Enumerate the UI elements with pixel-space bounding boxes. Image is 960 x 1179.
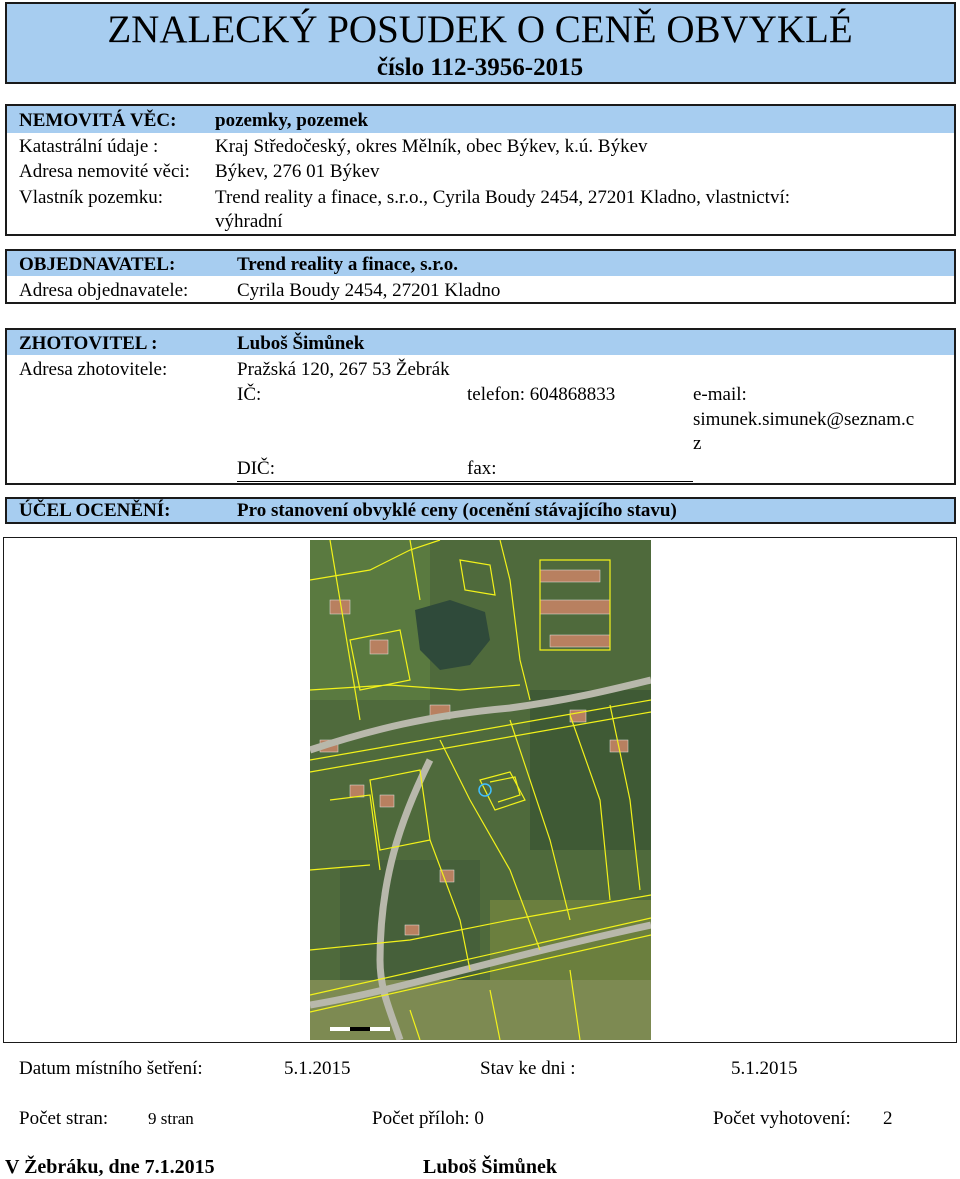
fax-label: fax: xyxy=(467,458,497,479)
email-line2: z xyxy=(693,433,702,454)
pages-label: Počet stran: xyxy=(19,1108,109,1129)
cadastral-label: Katastrální údaje : xyxy=(19,136,159,157)
pages-value: 9 stran xyxy=(148,1109,194,1128)
state-date-label: Stav ke dni : xyxy=(480,1058,576,1079)
purpose-label: ÚČEL OCENĚNÍ: xyxy=(19,500,171,521)
copies-value: 2 xyxy=(883,1108,893,1129)
inspection-date-value: 5.1.2015 xyxy=(284,1058,351,1079)
dic-label: DIČ: xyxy=(237,458,275,479)
phone-label: telefon: 604868833 xyxy=(467,384,616,405)
document-title: ZNALECKÝ POSUDEK O CENĚ OBVYKLÉ xyxy=(107,8,853,51)
map-scale-bar xyxy=(330,1027,390,1031)
client-label: OBJEDNAVATEL: xyxy=(19,254,176,275)
cadastral-value: Kraj Středočeský, okres Mělník, obec Býkev, k.ú. Býkev xyxy=(215,136,648,157)
field-patch xyxy=(310,540,430,700)
ic-label: IČ: xyxy=(237,384,262,405)
inspection-date-label: Datum místního šetření: xyxy=(19,1058,203,1079)
client-value: Trend reality a finace, s.r.o. xyxy=(237,254,458,275)
contractor-address-label: Adresa zhotovitele: xyxy=(19,359,168,380)
property-label: NEMOVITÁ VĚC: xyxy=(19,110,177,131)
contractor-value: Luboš Šimůnek xyxy=(237,333,365,354)
property-address-value: Býkev, 276 01 Býkev xyxy=(215,161,380,182)
owner-value-line1: Trend reality a finace, s.r.o., Cyrila Boudy 2454, 27201 Kladno, vlastnictví: xyxy=(215,187,791,208)
owner-value-line2: výhradní xyxy=(215,211,283,232)
property-value: pozemky, pozemek xyxy=(215,110,369,131)
client-address-value: Cyrila Boudy 2454, 27201 Kladno xyxy=(237,280,501,301)
attachments-label: Počet příloh: 0 xyxy=(372,1108,484,1129)
owner-label: Vlastník pozemku: xyxy=(19,187,164,208)
contractor-label: ZHOTOVITEL : xyxy=(19,333,158,354)
document-number: číslo 112-3956-2015 xyxy=(376,54,584,81)
client-address-label: Adresa objednavatele: xyxy=(19,280,189,301)
cadastral-aerial-map xyxy=(310,540,651,1040)
property-address-label: Adresa nemovité věci: xyxy=(19,161,190,182)
signature: Luboš Šimůnek xyxy=(423,1156,557,1178)
place-date: V Žebráku, dne 7.1.2015 xyxy=(5,1156,215,1178)
copies-label: Počet vyhotovení: xyxy=(713,1108,851,1129)
email-label: e-mail: xyxy=(693,384,747,405)
purpose-value: Pro stanovení obvyklé ceny (ocenění stávajícího stavu) xyxy=(237,500,677,521)
contractor-address-value: Pražská 120, 267 53 Žebrák xyxy=(237,359,450,380)
email-line1: simunek.simunek@seznam.c xyxy=(693,409,915,430)
dic-underline xyxy=(237,481,693,482)
state-date-value: 5.1.2015 xyxy=(731,1058,798,1079)
